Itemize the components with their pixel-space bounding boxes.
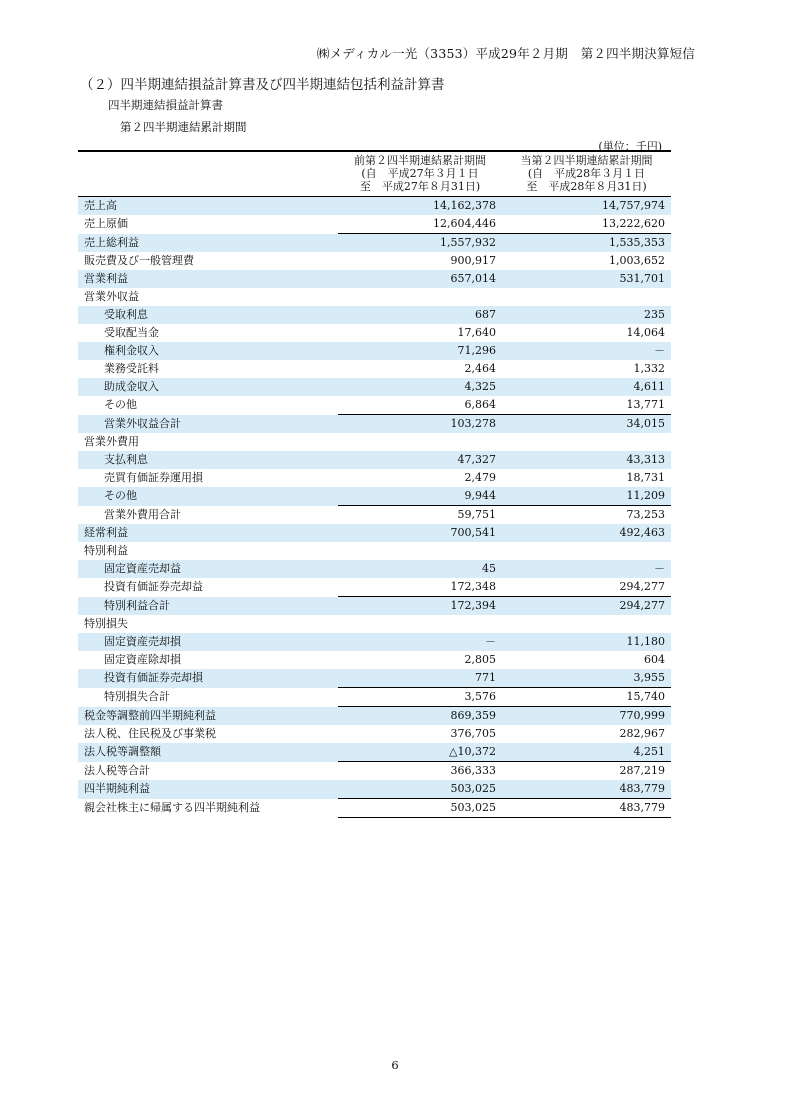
row-label: 特別利益合計 [78,597,338,616]
row-label: その他 [78,487,338,506]
row-label: 経常利益 [78,524,338,542]
row-label: 営業利益 [78,270,338,288]
prev-period-value: △10,372 [338,743,502,762]
row-label: 投資有価証券売却益 [104,580,203,594]
table-row [78,688,671,707]
prev-period-value: 366,333 [338,762,502,781]
section-title: （２）四半期連結損益計算書及び四半期連結包括利益計算書 [80,77,445,93]
prev-period-value: 503,025 [338,780,502,799]
prev-period-value: － [338,633,502,651]
row-label: 特別利益 [84,544,128,557]
row-label: その他 [104,398,137,412]
curr-period-value: 492,463 [502,524,671,542]
row-label: 権利金収入 [78,342,338,360]
table-row [78,799,671,818]
table-row [78,396,671,415]
prev-period-value: 172,394 [338,597,502,616]
unit-label: (単位：千円) [598,140,662,153]
row-label: 受取利息 [78,306,338,324]
row-label: 固定資産除却損 [104,653,181,666]
row-label: 売上総利益 [78,234,338,253]
row-label: 支払利息 [78,451,338,469]
prev-period-value: 503,025 [338,799,502,818]
income-statement-table [78,150,671,818]
table-row [78,451,671,469]
table-row [78,707,671,726]
prev-period-value: 771 [338,669,502,688]
period-title: 第２四半期連結累計期間 [120,120,247,134]
row-label: 売買有価証券運用損 [104,471,203,484]
prev-period-value [338,542,502,560]
prev-period-header [338,151,502,197]
row-label: 営業外費用合計 [104,507,181,521]
row-label: 投資有価証券売却損 [78,669,338,688]
table-row [78,487,671,506]
table-row [78,578,671,597]
statement-title: 四半期連結損益計算書 [108,98,223,112]
table-row [78,762,671,781]
curr-period-value [502,288,671,306]
table-row [78,743,671,762]
table-row [78,234,671,253]
curr-period-value: － [502,342,671,360]
prev-period-from: (自 平成27年３月１日 [361,167,479,180]
prev-period-value: 2,479 [464,471,496,484]
curr-period-value [502,433,671,451]
row-label: 固定資産売却益 [78,560,338,578]
table-row [78,306,671,324]
curr-period-value: 287,219 [502,762,671,781]
curr-period-value: 73,253 [502,506,671,525]
table-row [78,669,671,688]
curr-period-value: 604 [644,653,665,666]
row-label: 売上高 [78,197,338,216]
curr-period-value: 18,731 [626,471,665,484]
row-label: 特別損失 [84,617,128,630]
prev-period-value: 4,325 [338,378,502,396]
prev-period-value: 869,359 [338,707,502,726]
curr-period-value: 235 [502,306,671,324]
table-row [78,197,671,216]
table-row [78,469,671,487]
curr-period-value: 13,771 [626,398,665,411]
table-row [78,524,671,542]
row-label: 法人税、住民税及び事業税 [84,727,216,740]
prev-period-value [338,288,502,306]
prev-period-value: 657,014 [338,270,502,288]
curr-period-value: 14,757,974 [502,197,671,216]
table-row [78,506,671,525]
curr-period-value: 3,955 [502,669,671,688]
prev-period-value: 17,640 [457,326,496,339]
table-row [78,615,671,633]
table-row [78,633,671,651]
table-row [78,270,671,288]
prev-period-value [338,433,502,451]
curr-period-to: 至 平成28年８月31日) [526,180,647,193]
curr-period-value: 11,180 [502,633,671,651]
table-row [78,288,671,306]
table-body [78,197,671,818]
curr-period-value: 770,999 [502,707,671,726]
curr-period-value [502,542,671,560]
prev-period-value: 14,162,378 [338,197,502,216]
table-row [78,725,671,743]
row-label: 親会社株主に帰属する四半期純利益 [84,801,260,814]
curr-period-header [502,151,671,197]
curr-period-value: 531,701 [502,270,671,288]
prev-period-value: 3,576 [338,688,502,707]
curr-period-value: 11,209 [502,487,671,506]
table-row [78,560,671,578]
prev-period-value: 71,296 [338,342,502,360]
curr-period-value: 294,277 [619,580,665,593]
document-header: ㈱メディカル一光（3353）平成29年２月期 第２四半期決算短信 [316,46,695,61]
curr-period-from: (自 平成28年３月１日 [527,167,646,180]
curr-period-value [502,615,671,633]
curr-period-value: 483,779 [502,780,671,799]
table-row [78,360,671,378]
table-row [78,342,671,360]
curr-period-value: 1,003,652 [609,254,665,267]
prev-period-value: 900,917 [450,254,496,267]
prev-period-value: 700,541 [338,524,502,542]
curr-period-value: 13,222,620 [602,217,665,230]
prev-period-value: 12,604,446 [433,217,496,230]
prev-period-value: 172,348 [450,580,496,593]
page-number: 6 [391,1058,399,1072]
row-label: 営業外収益 [84,290,139,303]
prev-period-to: 至 平成27年８月31日) [359,180,481,193]
curr-period-value: 4,251 [502,743,671,762]
prev-period-value: 376,705 [450,727,496,740]
curr-period-value: 14,064 [626,326,665,339]
curr-period-value: 4,611 [502,378,671,396]
row-label: 業務受託料 [104,362,159,375]
row-label: 販売費及び一般管理費 [84,254,194,267]
prev-period-value: 59,751 [338,506,502,525]
curr-period-value: 483,779 [502,799,671,818]
table-row [78,651,671,669]
table-row [78,415,671,434]
label-column-header [78,151,338,197]
table-row [78,780,671,799]
curr-period-value: 43,313 [502,451,671,469]
row-label: 固定資産売却損 [78,633,338,651]
prev-period-value: 2,805 [464,653,496,666]
prev-period-value: 6,864 [464,398,496,411]
prev-period-value: 9,944 [338,487,502,506]
row-label: 法人税等調整額 [78,743,338,762]
prev-period-value [338,615,502,633]
curr-period-value: 294,277 [502,597,671,616]
row-label: 税金等調整前四半期純利益 [78,707,338,726]
table-row [78,324,671,342]
curr-period-value: 282,967 [619,727,665,740]
row-label: 法人税等合計 [84,763,150,777]
prev-period-value: 687 [338,306,502,324]
curr-period-value: 1,332 [633,362,665,375]
table-row [78,433,671,451]
table-row [78,597,671,616]
table-row [78,542,671,560]
row-label: 営業外費用 [84,435,139,448]
row-label: 助成金収入 [78,378,338,396]
row-label: 営業外収益合計 [78,415,338,434]
table-row [78,252,671,270]
table-row [78,378,671,396]
curr-period-value: 34,015 [502,415,671,434]
curr-period-title: 当第２四半期連結累計期間 [520,154,653,167]
prev-period-value: 47,327 [338,451,502,469]
curr-period-value: 15,740 [502,688,671,707]
table-row [78,215,671,234]
prev-period-value: 2,464 [464,362,496,375]
prev-period-value: 103,278 [338,415,502,434]
row-label: 売上原価 [84,217,128,231]
row-label: 四半期純利益 [78,780,338,799]
prev-period-value: 1,557,932 [338,234,502,253]
row-label: 特別損失合計 [104,690,170,703]
row-label: 受取配当金 [104,326,159,339]
curr-period-value: － [502,560,671,578]
prev-period-title: 前第２四半期連結累計期間 [354,154,486,167]
curr-period-value: 1,535,353 [502,234,671,253]
prev-period-value: 45 [338,560,502,578]
